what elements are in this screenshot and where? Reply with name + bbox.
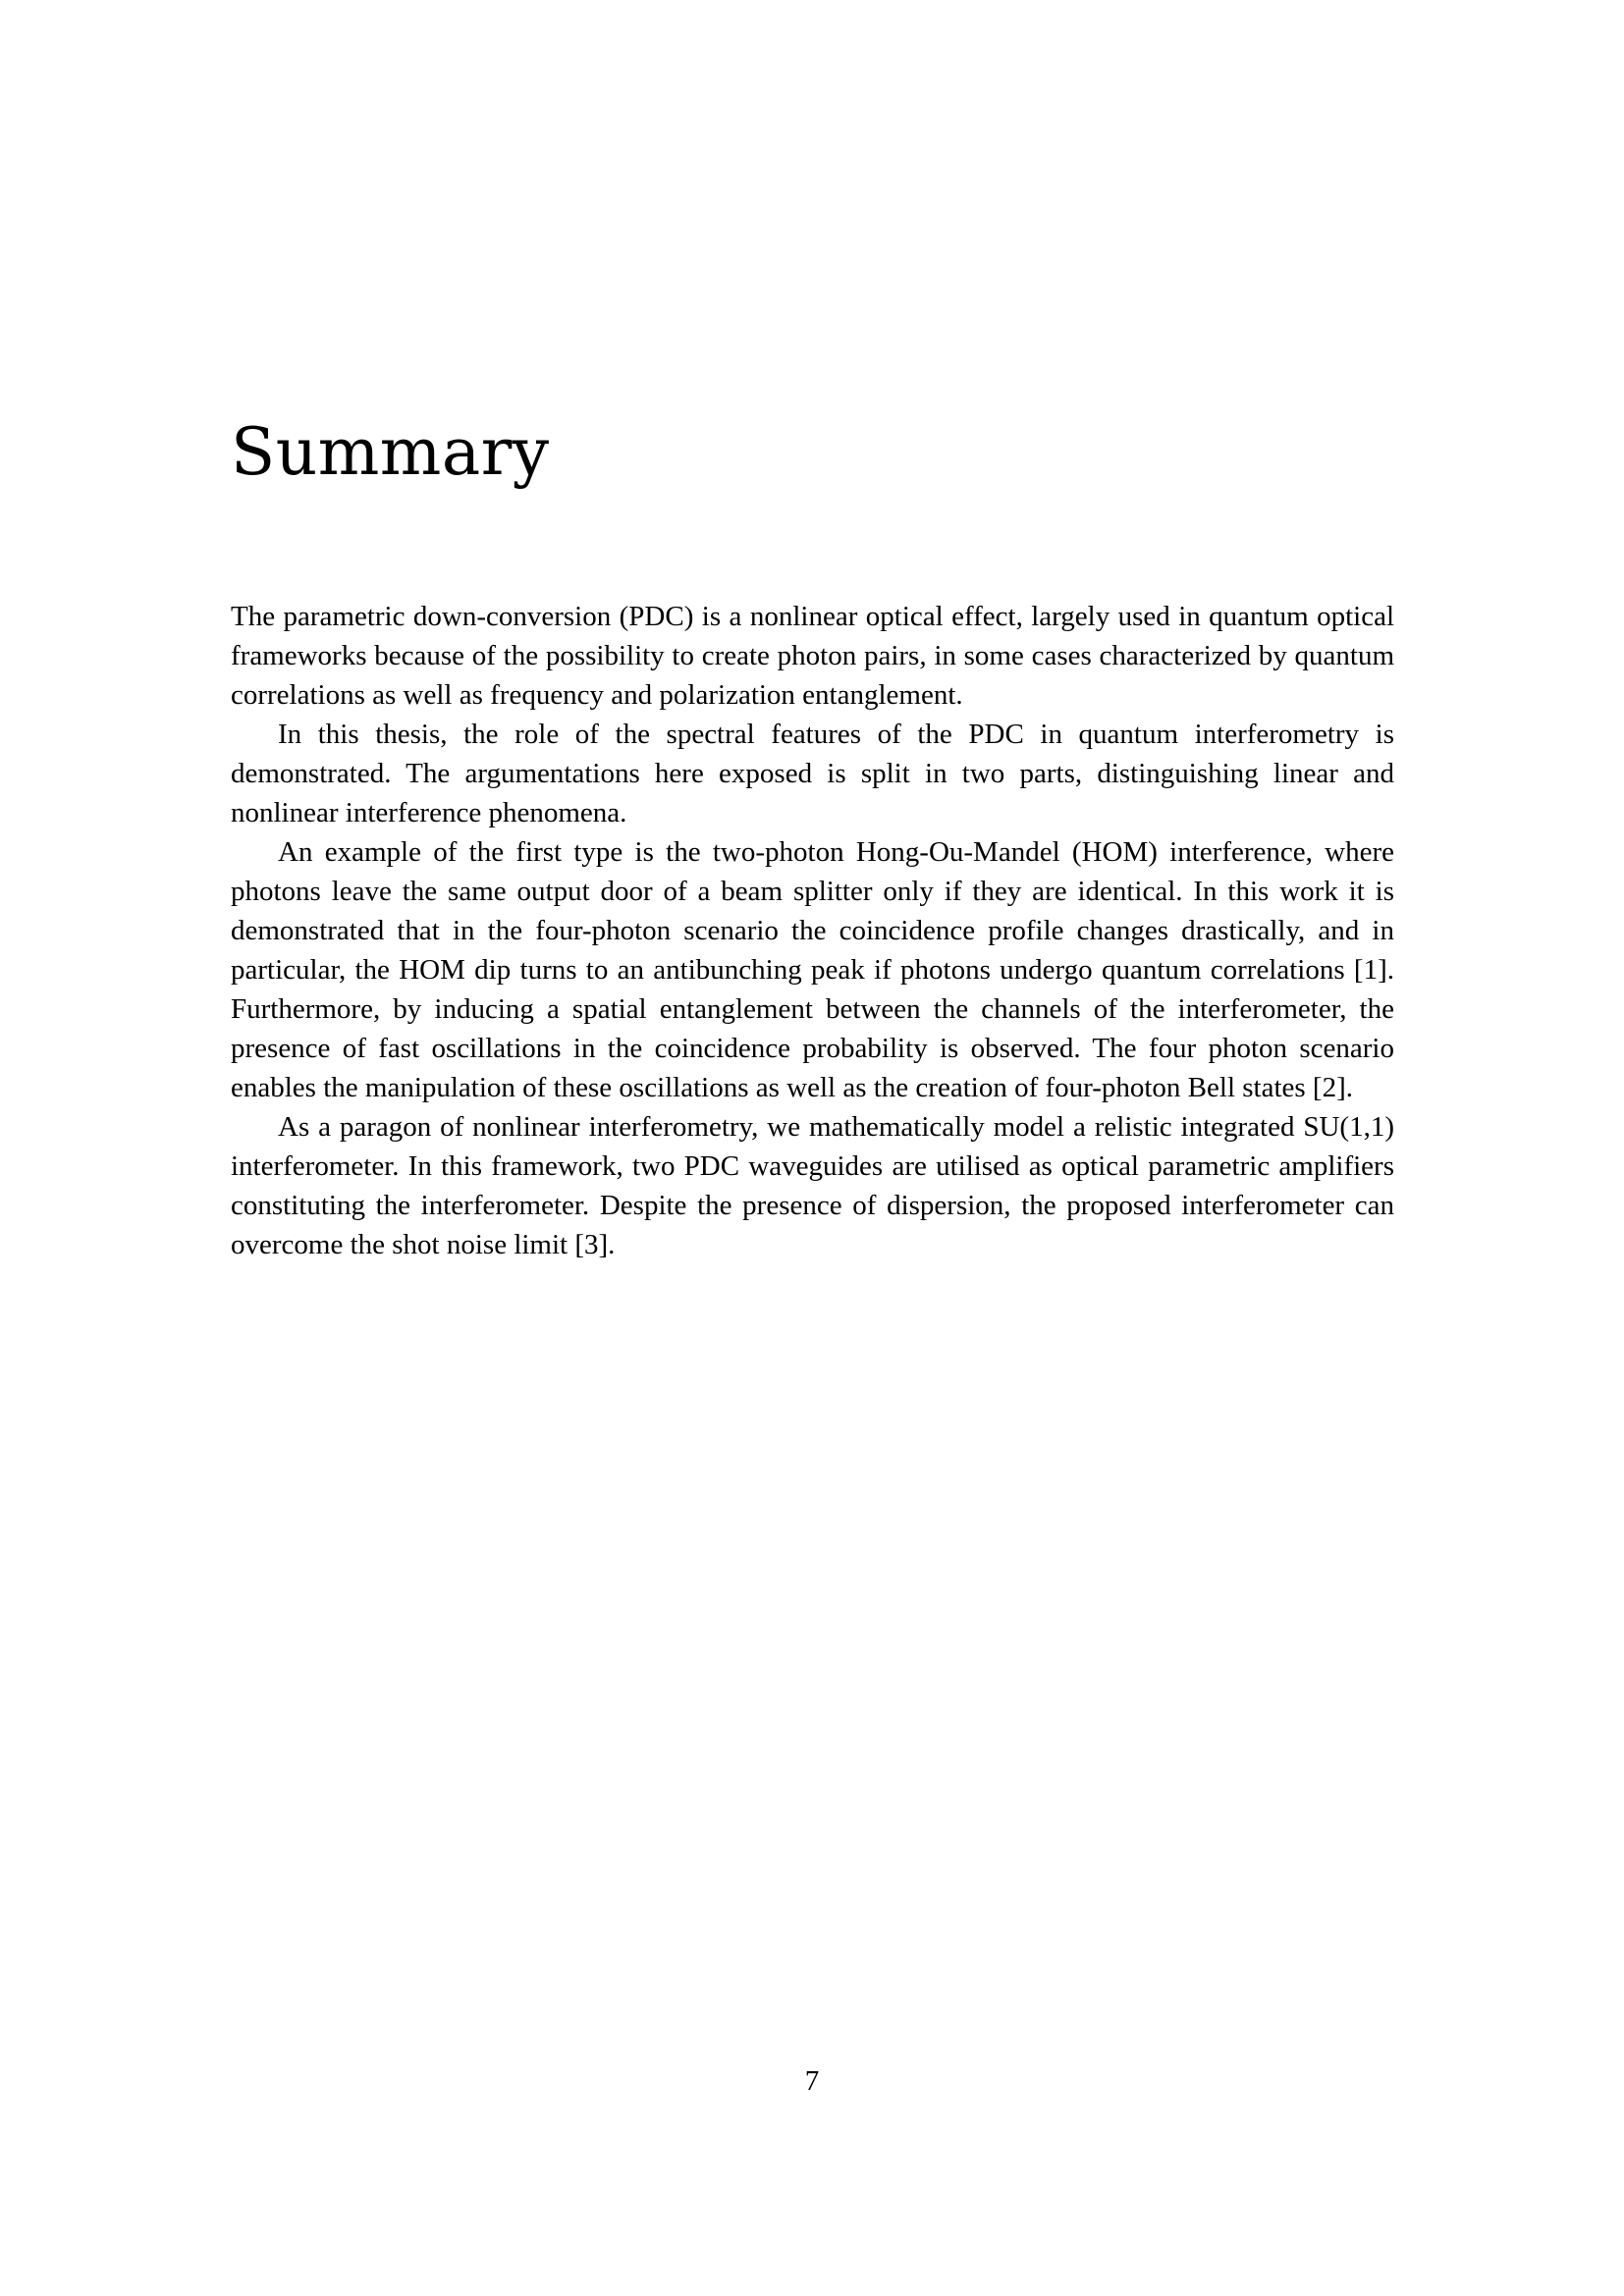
paragraph-1: The parametric down-conversion (PDC) is a nonlinear optical effect, largely used in quantum optical frameworks because of the possibility to create photon pairs, in some cases characterized by quantum correlations as well as frequency and polarization entanglement. bbox=[231, 601, 1394, 711]
page-number: 7 bbox=[804, 2065, 820, 2097]
paragraph-4: As a paragon of nonlinear interferometry, we mathematically model a relistic integrated SU(1,1) interferometer. In this framework, two PDC waveguides are utilised as optical parametric amplifiers constituting the interferometer. Despite the presence of dispersion, the proposed interferometer can overcome the shot noise limit [3]. bbox=[231, 1111, 1394, 1260]
paragraph-2: In this thesis, the role of the spectral features of the PDC in quantum interferometry is demonstrated. The argumentations here exposed is split in two parts, distinguishing linear and nonlinear interference phenomena. bbox=[231, 719, 1394, 828]
summary-body bbox=[231, 597, 1394, 1264]
chapter-title: Summary bbox=[231, 414, 550, 490]
paragraph-3: An example of the first type is the two-photon Hong-Ou-Mandel (HOM) interference, where photons leave the same output door of a beam splitter only if they are identical. In this work it is demonstrated that in the four-photon scenario the coincidence profile changes drastically, and in particular, the HOM dip turns to an antibunching peak if photons undergo quantum correlations [1]. Furthermore, by inducing a spatial entanglement between the channels of the interferometer, the presence of fast oscillations in the coincidence probability is observed. The four photon scenario enables the manipulation of these oscillations as well as the creation of four-photon Bell states [2]. bbox=[231, 836, 1394, 1103]
